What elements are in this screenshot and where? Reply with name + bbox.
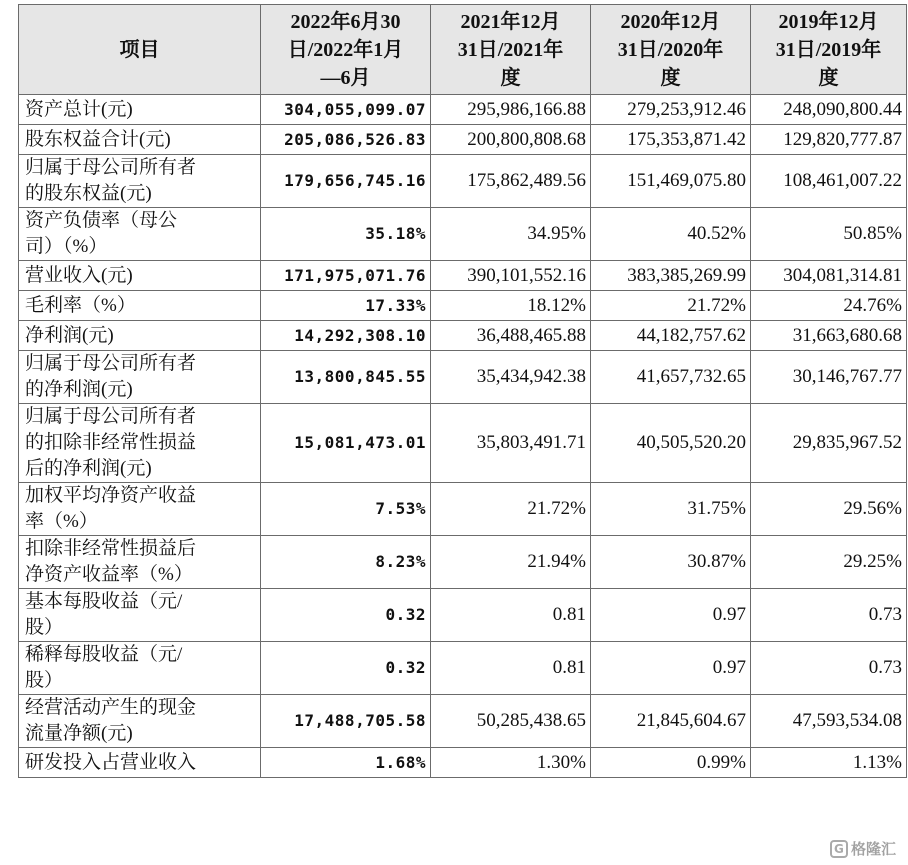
cell-2022h1: 14,292,308.10 [261, 321, 431, 351]
cell-2022h1: 0.32 [261, 642, 431, 695]
header-row [19, 5, 907, 95]
cell-value: 129,820,777.87 [751, 125, 907, 155]
cell-value: 0.73 [751, 642, 907, 695]
cell-value: 279,253,912.46 [591, 95, 751, 125]
financial-indicators-table [18, 4, 907, 778]
row-label: 研发投入占营业收入 [19, 748, 261, 778]
cell-value: 50.85% [751, 208, 907, 261]
cell-value: 200,800,808.68 [431, 125, 591, 155]
table-row [19, 642, 907, 695]
header-item: 项目 [19, 5, 261, 95]
cell-value: 1.13% [751, 748, 907, 778]
row-label: 扣除非经常性损益后 净资产收益率（%） [19, 536, 261, 589]
cell-2022h1: 17,488,705.58 [261, 695, 431, 748]
cell-value: 47,593,534.08 [751, 695, 907, 748]
cell-value: 35,803,491.71 [431, 404, 591, 483]
cell-value: 35,434,942.38 [431, 351, 591, 404]
table-row [19, 404, 907, 483]
cell-value: 295,986,166.88 [431, 95, 591, 125]
row-label: 加权平均净资产收益 率（%） [19, 483, 261, 536]
cell-value: 41,657,732.65 [591, 351, 751, 404]
table-row [19, 95, 907, 125]
table-row [19, 155, 907, 208]
watermark-text: 格隆汇 [850, 840, 896, 858]
row-label: 股东权益合计(元) [19, 125, 261, 155]
table-row [19, 695, 907, 748]
cell-value: 40.52% [591, 208, 751, 261]
row-label: 经营活动产生的现金 流量净额(元) [19, 695, 261, 748]
cell-value: 248,090,800.44 [751, 95, 907, 125]
header-2022h1: 2022年6月30 日/2022年1月 —6月 [261, 5, 431, 95]
header-2021: 2021年12月 31日/2021年 度 [431, 5, 591, 95]
cell-value: 151,469,075.80 [591, 155, 751, 208]
table-row [19, 536, 907, 589]
cell-value: 50,285,438.65 [431, 695, 591, 748]
cell-2022h1: 7.53% [261, 483, 431, 536]
cell-value: 0.99% [591, 748, 751, 778]
row-label: 归属于母公司所有者 的扣除非经常性损益 后的净利润(元) [19, 404, 261, 483]
cell-value: 383,385,269.99 [591, 261, 751, 291]
row-label: 归属于母公司所有者 的股东权益(元) [19, 155, 261, 208]
table-row [19, 261, 907, 291]
cell-value: 304,081,314.81 [751, 261, 907, 291]
cell-value: 0.73 [751, 589, 907, 642]
cell-value: 21.94% [431, 536, 591, 589]
cell-value: 21,845,604.67 [591, 695, 751, 748]
cell-value: 24.76% [751, 291, 907, 321]
row-label: 资产总计(元) [19, 95, 261, 125]
table-row [19, 321, 907, 351]
cell-value: 0.97 [591, 589, 751, 642]
table-row [19, 208, 907, 261]
table-row [19, 748, 907, 778]
cell-2022h1: 35.18% [261, 208, 431, 261]
cell-2022h1: 171,975,071.76 [261, 261, 431, 291]
row-label: 毛利率（%） [19, 291, 261, 321]
cell-value: 108,461,007.22 [751, 155, 907, 208]
table-row [19, 483, 907, 536]
cell-value: 175,353,871.42 [591, 125, 751, 155]
cell-2022h1: 304,055,099.07 [261, 95, 431, 125]
row-label: 归属于母公司所有者 的净利润(元) [19, 351, 261, 404]
cell-2022h1: 8.23% [261, 536, 431, 589]
cell-value: 29.56% [751, 483, 907, 536]
header-2019: 2019年12月 31日/2019年 度 [751, 5, 907, 95]
cell-value: 29.25% [751, 536, 907, 589]
table-row [19, 291, 907, 321]
row-label: 资产负债率（母公 司）（%） [19, 208, 261, 261]
cell-2022h1: 205,086,526.83 [261, 125, 431, 155]
cell-value: 175,862,489.56 [431, 155, 591, 208]
row-label: 净利润(元) [19, 321, 261, 351]
table-row [19, 351, 907, 404]
cell-2022h1: 13,800,845.55 [261, 351, 431, 404]
cell-value: 30,146,767.77 [751, 351, 907, 404]
cell-value: 21.72% [591, 291, 751, 321]
cell-value: 34.95% [431, 208, 591, 261]
table-row [19, 125, 907, 155]
cell-2022h1: 0.32 [261, 589, 431, 642]
watermark [830, 838, 896, 859]
cell-value: 21.72% [431, 483, 591, 536]
cell-value: 31,663,680.68 [751, 321, 907, 351]
cell-value: 29,835,967.52 [751, 404, 907, 483]
row-label: 营业收入(元) [19, 261, 261, 291]
cell-value: 1.30% [431, 748, 591, 778]
table-row [19, 589, 907, 642]
cell-value: 44,182,757.62 [591, 321, 751, 351]
row-label: 基本每股收益（元/ 股） [19, 589, 261, 642]
cell-2022h1: 179,656,745.16 [261, 155, 431, 208]
cell-value: 31.75% [591, 483, 751, 536]
cell-value: 18.12% [431, 291, 591, 321]
cell-2022h1: 17.33% [261, 291, 431, 321]
cell-value: 0.81 [431, 589, 591, 642]
watermark-logo-icon: G [830, 840, 848, 858]
row-label: 稀释每股收益（元/ 股） [19, 642, 261, 695]
cell-2022h1: 15,081,473.01 [261, 404, 431, 483]
cell-value: 30.87% [591, 536, 751, 589]
cell-value: 40,505,520.20 [591, 404, 751, 483]
cell-value: 0.81 [431, 642, 591, 695]
cell-2022h1: 1.68% [261, 748, 431, 778]
cell-value: 390,101,552.16 [431, 261, 591, 291]
cell-value: 36,488,465.88 [431, 321, 591, 351]
cell-value: 0.97 [591, 642, 751, 695]
header-2020: 2020年12月 31日/2020年 度 [591, 5, 751, 95]
